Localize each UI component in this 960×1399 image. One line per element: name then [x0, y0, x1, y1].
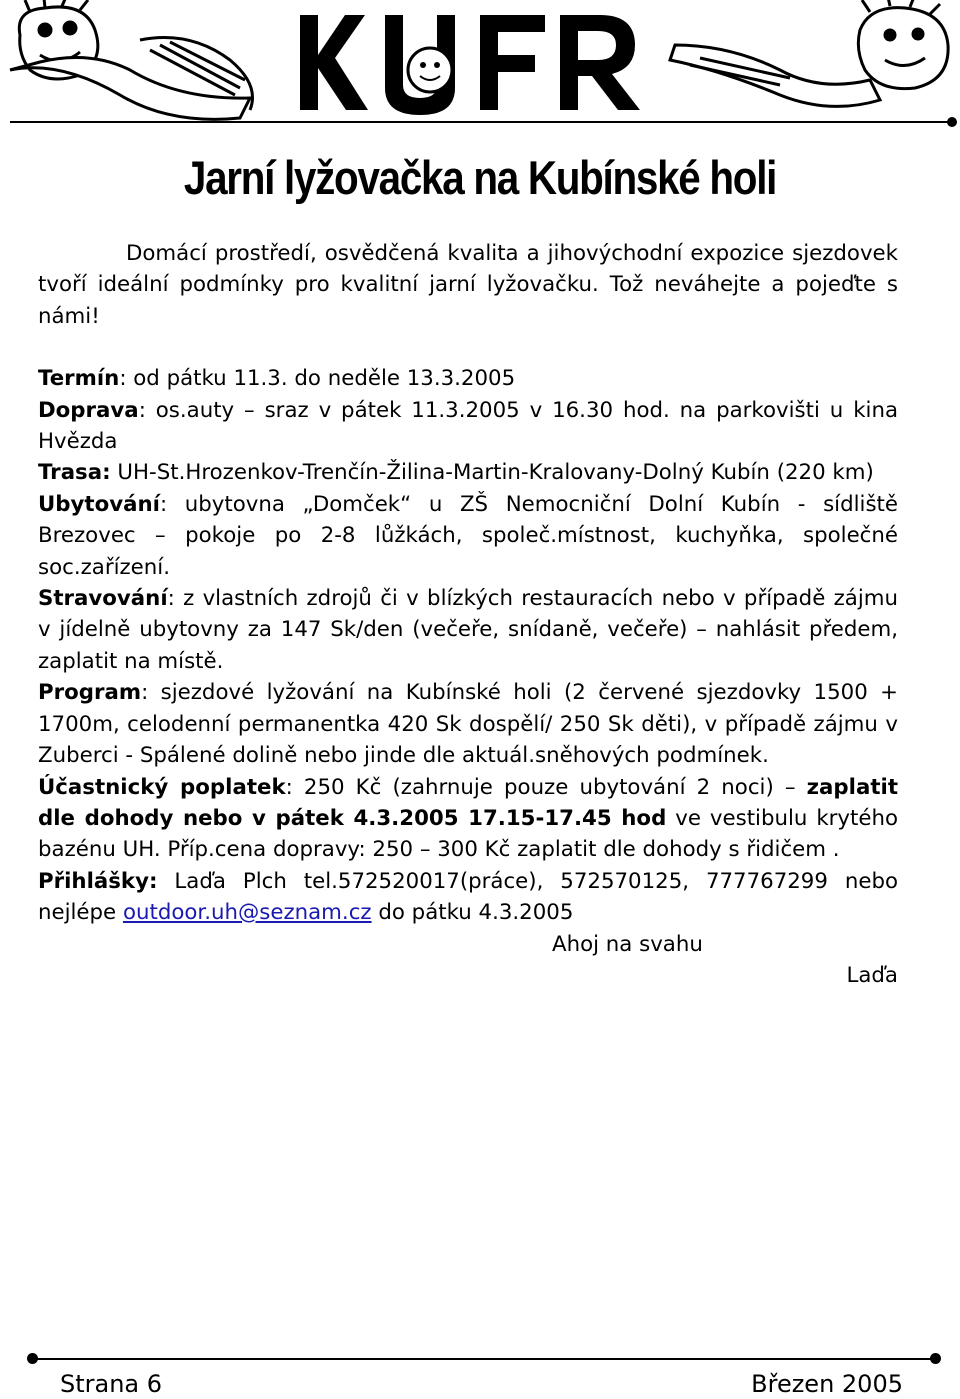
article-body	[38, 238, 898, 991]
stravovani-label: Stravování	[38, 586, 168, 612]
email-link[interactable]: outdoor.uh@seznam.cz	[122, 900, 372, 926]
signature: Laďa	[846, 962, 898, 988]
poplatek-label: Účastnický poplatek	[38, 774, 286, 800]
newsletter-logo	[0, 0, 960, 140]
trasa-text: UH-St.Hrozenkov-Trenčín-Žilina-Martin-Kralovany-Dolný Kubín (220 km)	[110, 460, 874, 486]
poplatek-line	[38, 772, 898, 866]
trasa-label: Trasa:	[38, 460, 111, 486]
prihlasky-text: Laďa Plch tel.572520017(práce), 572570125, 777767299 nebo nejlépe	[38, 868, 898, 926]
termin-text: : od pátku 11.3. do neděle 13.3.2005	[119, 366, 516, 392]
prihlasky-text-2: do pátku 4.3.2005	[371, 900, 574, 926]
doprava-line	[38, 395, 898, 458]
prihlasky-label: Přihlášky:	[38, 868, 158, 894]
footer-dot-right-icon	[930, 1353, 941, 1364]
left-cartoon-icon	[10, 0, 253, 119]
trasa-line	[38, 457, 898, 488]
termin-label: Termín	[38, 366, 120, 392]
right-cartoon-icon	[670, 0, 948, 106]
ubytovani-line	[38, 489, 898, 583]
issue-date: Březen 2005	[751, 1370, 903, 1398]
article-title: Jarní lyžovačka na Kubínské holi	[183, 151, 777, 204]
ubytovani-label: Ubytování	[38, 491, 160, 517]
program-label: Program	[38, 680, 142, 706]
closing-greeting: Ahoj na svahu	[552, 931, 703, 957]
kufr-letters-icon	[300, 15, 640, 115]
prihlasky-line	[38, 866, 898, 929]
poplatek-text-2: ve vestibulu krytého bazénu UH. Příp.cena dopravy: 250 – 300 Kč zaplatit dle dohody s řidičem .	[38, 805, 898, 863]
poplatek-text: : 250 Kč (zahrnuje pouze ubytování 2 noci) –	[285, 774, 807, 800]
footer-divider	[30, 1358, 935, 1360]
termin-line	[38, 363, 898, 394]
doprava-text: : os.auty – sraz v pátek 11.3.2005 v 16.30 hod. na parkovišti u kina Hvězda	[38, 397, 898, 455]
ubytovani-text: : ubytovna „Domček“ u ZŠ Nemocniční Dolní Kubín - sídliště Brezovec – pokoje po 2-8 lůžkách, společ.místnost, kuchyňka, společné soc.zařízení.	[38, 491, 898, 580]
intro-paragraph: Domácí prostředí, osvědčená kvalita a jihovýchodní expozice sjezdovek tvoří ideální podmínky pro kvalitní jarní lyžovačku. Tož neváhejte a pojeďte s námi!	[38, 241, 898, 329]
program-line	[38, 677, 898, 771]
stravovani-text: : z vlastních zdrojů či v blízkých restauracích nebo v případě zájmu v jídelně ubytovny za 147 Sk/den (večeře, snídaně, večeře) – nahlásit předem, zaplatit na místě.	[38, 586, 898, 674]
logo-illustration	[0, 0, 960, 140]
poplatek-deadline: zaplatit dle dohody nebo v pátek 4.3.2005 17.15-17.45 hod	[38, 774, 898, 831]
footer-dot-left-icon	[27, 1353, 38, 1364]
doprava-label: Doprava	[38, 397, 139, 423]
page-number: Strana 6	[60, 1370, 163, 1398]
program-text: : sjezdové lyžování na Kubínské holi (2 červené sjezdovky 1500 + 1700m, celodenní permanentka 420 Sk dospělí/ 250 Sk děti), v případě zájmu v Zuberci - Spálené dolině nebo jinde dle aktuál.sněhových podmínek.	[38, 680, 898, 769]
stravovani-line	[38, 583, 898, 677]
